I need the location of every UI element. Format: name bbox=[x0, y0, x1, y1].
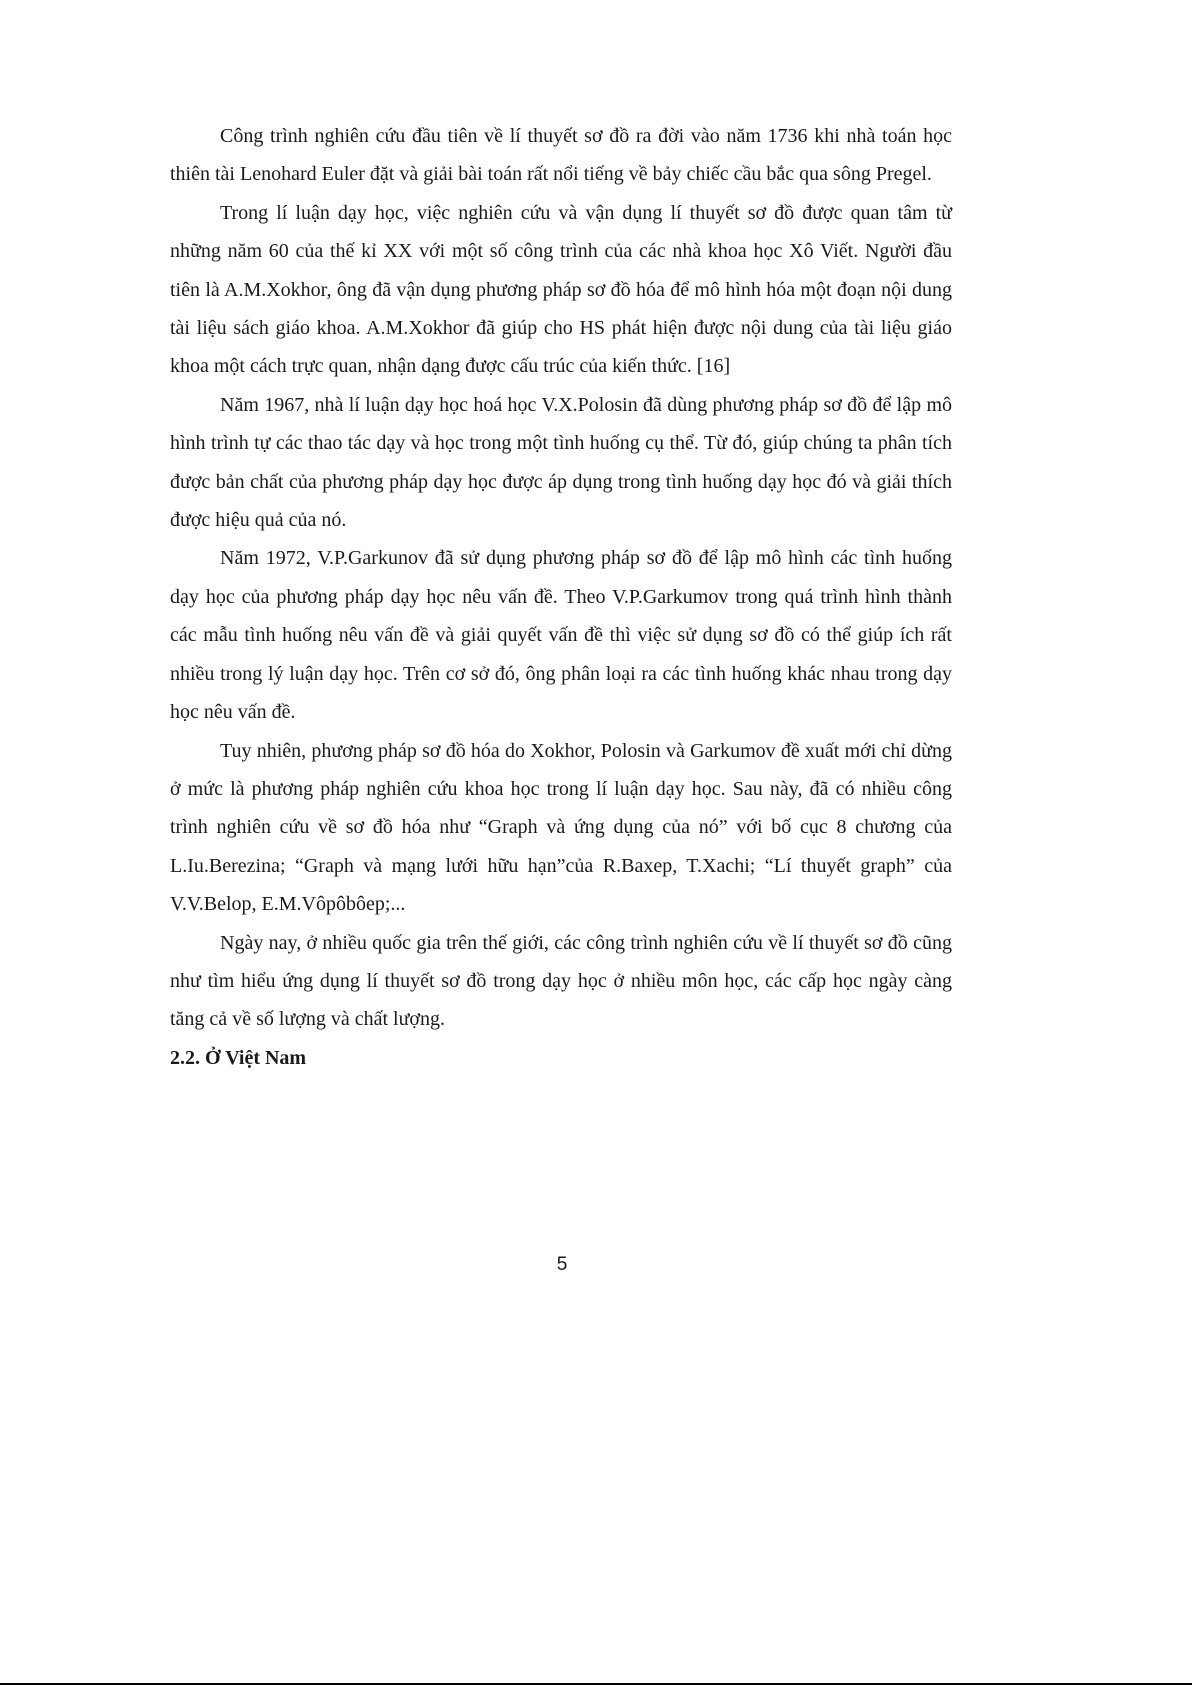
body-text bbox=[170, 117, 952, 1077]
section-heading: 2.2. Ở Việt Nam bbox=[170, 1046, 307, 1069]
paragraph-later-works: Tuy nhiên, phương pháp sơ đồ hóa do Xokhor, Polosin và Garkumov đề xuất mới chỉ dừng ở mức là phương pháp nghiên cứu khoa học trong lí luận dạy học. Sau này, đã có nhiều công trình nghiên cứu về sơ đồ hóa như “Graph và ứng dụng của nó” với bố cục 8 chương của L.Iu.Berezina; “Graph và mạng lưới hữu hạn”của R.Baxep, T.Xachi; “Lí thuyết graph” của V.V.Belop, E.M.Vôpôbôep;... bbox=[170, 739, 952, 916]
paragraph-euler: Công trình nghiên cứu đầu tiên về lí thuyết sơ đồ ra đời vào năm 1736 khi nhà toán học thiên tài Lenohard Euler đặt và giải bài toán rất nổi tiếng về bảy chiếc cầu bắc qua sông Pregel. bbox=[170, 125, 952, 186]
paragraph-polosin: Năm 1967, nhà lí luận dạy học hoá học V.X.Polosin đã dùng phương pháp sơ đồ để lập mô hình trình tự các thao tác dạy và học trong một tình huống cụ thể. Từ đó, giúp chúng ta phân tích được bản chất của phương pháp dạy học được áp dụng trong tình huống dạy học đó và giải thích được hiệu quả của nó. bbox=[170, 393, 952, 532]
paragraph-garkunov: Năm 1972, V.P.Garkunov đã sử dụng phương pháp sơ đồ để lập mô hình các tình huống dạy học của phương pháp dạy học nêu vấn đề. Theo V.P.Garkumov trong quá trình hình thành các mẫu tình huống nêu vấn đề và giải quyết vấn đề thì việc sử dụng sơ đồ có thể giúp ích rất nhiều trong lý luận dạy học. Trên cơ sở đó, ông phân loại ra các tình huống khác nhau trong dạy học nêu vấn đề. bbox=[170, 547, 952, 724]
paragraph-xokhor: Trong lí luận dạy học, việc nghiên cứu và vận dụng lí thuyết sơ đồ được quan tâm từ những năm 60 của thế kỉ XX với một số công trình của các nhà khoa học Xô Viết. Người đầu tiên là A.M.Xokhor, ông đã vận dụng phương pháp sơ đồ hóa để mô hình hóa một đoạn nội dung tài liệu sách giáo khoa. A.M.Xokhor đã giúp cho HS phát hiện được nội dung của tài liệu giáo khoa một cách trực quan, nhận dạng được cấu trúc của kiến thức. [16] bbox=[170, 201, 952, 378]
page-number: 5 bbox=[556, 1254, 568, 1275]
paragraph-today: Ngày nay, ở nhiều quốc gia trên thế giới, các công trình nghiên cứu về lí thuyết sơ đồ cũng như tìm hiểu ứng dụng lí thuyết sơ đồ trong dạy học ở nhiều môn học, các cấp học ngày càng tăng cả về số lượng và chất lượng. bbox=[170, 931, 952, 1031]
